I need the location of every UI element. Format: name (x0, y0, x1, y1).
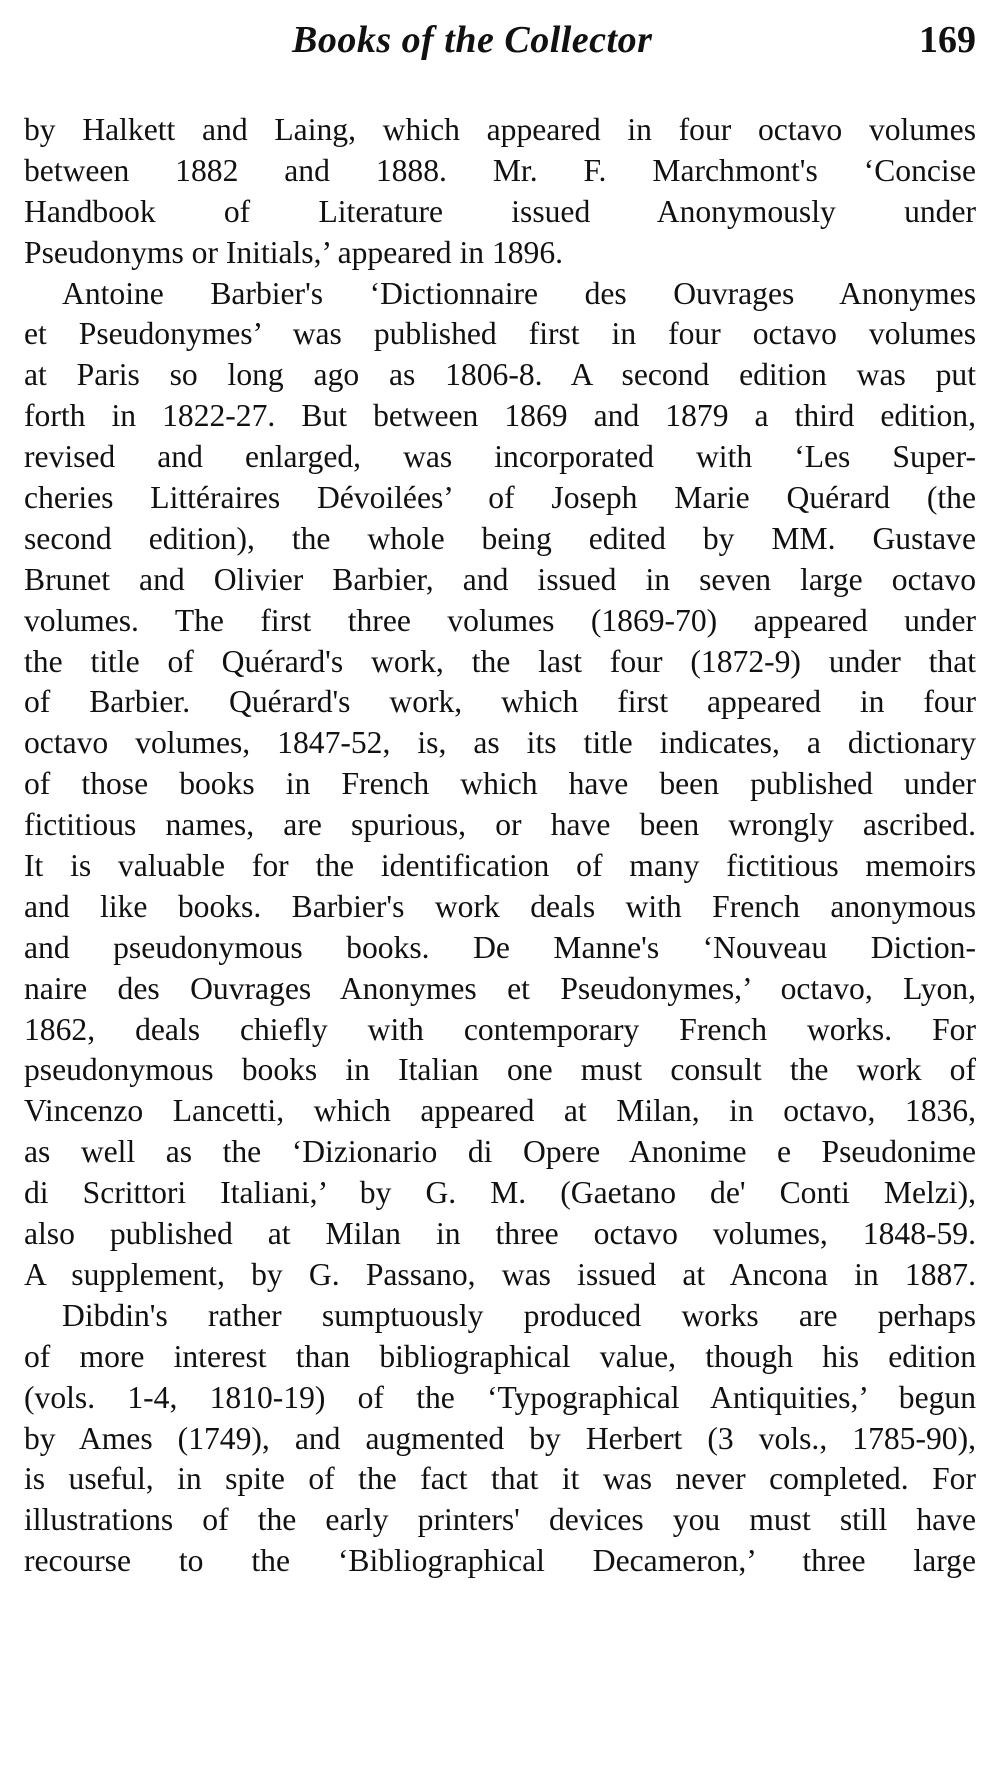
text-line: volumes. The first three volumes (1869-70) appeared under (24, 602, 976, 638)
text-line: the title of Quérard's work, the last four (1872-9) under that (24, 643, 976, 679)
text-line: is useful, in spite of the fact that it was never completed. For (24, 1461, 976, 1497)
text-line: Brunet and Olivier Barbier, and issued in seven large octavo (24, 561, 976, 597)
body-text (24, 110, 976, 1582)
text-line: cheries Littéraires Dévoilées’ of Joseph Marie Quérard (the (24, 480, 976, 516)
text-line: et Pseudonymes’ was published first in four octavo volumes (24, 316, 976, 352)
text-line: illustrations of the early printers' devices you must still have (24, 1502, 976, 1538)
text-line: as well as the ‘Dizionario di Opere Anonime e Pseudonime (24, 1134, 976, 1170)
text-line: revised and enlarged, was incorporated with ‘Les Super- (24, 439, 976, 475)
text-line: of those books in French which have been published under (24, 766, 976, 802)
text-line: Handbook of Literature issued Anonymously under (24, 193, 976, 229)
paragraph (24, 1296, 976, 1582)
text-line: also published at Milan in three octavo volumes, 1848-59. (24, 1216, 976, 1252)
text-line: of Barbier. Quérard's work, which first appeared in four (24, 684, 976, 720)
text-line: at Paris so long ago as 1806-8. A second edition was put (24, 357, 976, 393)
text-line: pseudonymous books in Italian one must consult the work of (24, 1052, 976, 1088)
paragraph (24, 110, 976, 274)
text-line: (vols. 1-4, 1810-19) of the ‘Typographical Antiquities,’ begun (24, 1379, 976, 1415)
text-line: Dibdin's rather sumptuously produced works are perhaps (62, 1297, 976, 1333)
text-line: second edition), the whole being edited by MM. Gustave (24, 520, 976, 556)
text-line: by Halkett and Laing, which appeared in four octavo volumes (24, 112, 976, 147)
text-line: It is valuable for the identification of many fictitious memoirs (24, 848, 976, 884)
text-line: of more interest than bibliographical value, though his edition (24, 1338, 976, 1374)
text-line: di Scrittori Italiani,’ by G. M. (Gaetano de' Conti Melzi), (24, 1175, 976, 1211)
text-line: octavo volumes, 1847-52, is, as its title indicates, a dictionary (24, 725, 976, 761)
text-line: Antoine Barbier's ‘Dictionnaire des Ouvrages Anonymes (62, 275, 976, 311)
running-title: Books of the Collector (292, 19, 653, 61)
text-line: between 1882 and 1888. Mr. F. Marchmont's ‘Concise (24, 152, 976, 188)
text-line: forth in 1822-27. But between 1869 and 1879 a third edition, (24, 398, 976, 434)
text-line: and pseudonymous books. De Manne's ‘Nouveau Diction- (24, 929, 976, 965)
book-page (24, 18, 976, 1579)
text-line: A supplement, by G. Passano, was issued at Ancona in 1887. (24, 1256, 976, 1292)
text-line: and like books. Barbier's work deals with French anonymous (24, 888, 976, 924)
text-line: 1862, deals chiefly with contemporary French works. For (24, 1011, 976, 1047)
text-line: by Ames (1749), and augmented by Herbert (3 vols., 1785-90), (24, 1420, 976, 1456)
text-line: Pseudonyms or Initials,’ appeared in 1896. (24, 234, 564, 270)
paragraph (24, 274, 976, 1296)
page-number: 169 (919, 19, 976, 61)
text-line: naire des Ouvrages Anonymes et Pseudonymes,’ octavo, Lyon, (24, 970, 976, 1006)
text-line: Vincenzo Lancetti, which appeared at Milan, in octavo, 1836, (24, 1093, 976, 1129)
text-line: fictitious names, are spurious, or have been wrongly ascribed. (24, 807, 976, 843)
running-head (24, 18, 976, 62)
text-line: recourse to the ‘Bibliographical Decameron,’ three large (24, 1543, 976, 1579)
